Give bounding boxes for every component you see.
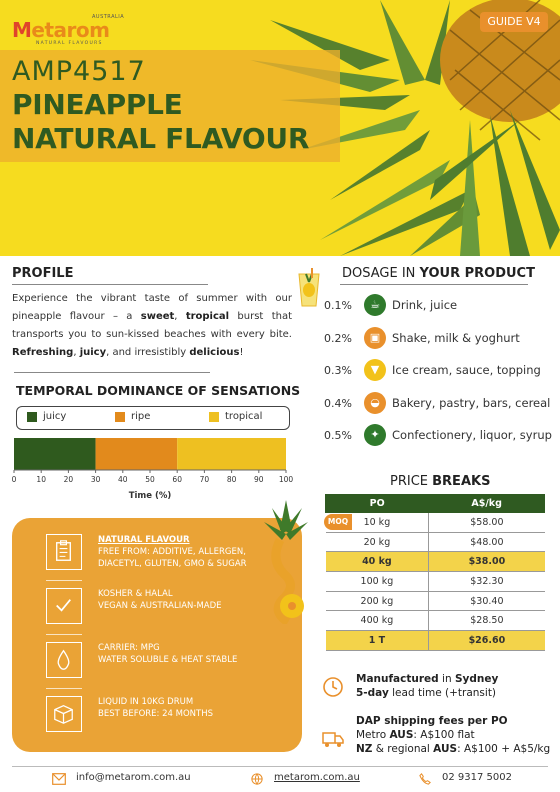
feature-line: DIACETYL, GLUTEN, GMO & SUGAR bbox=[98, 559, 247, 569]
product-name-line1: PINEAPPLE bbox=[12, 88, 183, 121]
profile-bottom-rule bbox=[14, 372, 210, 373]
price-table bbox=[325, 494, 545, 651]
dosage-percent: 0.2% bbox=[324, 331, 352, 345]
dosage-row bbox=[324, 424, 560, 448]
moq-badge: MOQ bbox=[324, 514, 352, 530]
dosage-row bbox=[324, 392, 560, 416]
price-value: $28.50 bbox=[429, 611, 545, 631]
phone-icon bbox=[418, 773, 432, 785]
feature-divider bbox=[46, 580, 82, 581]
legend-swatch-tropical bbox=[209, 412, 219, 422]
legend-swatch-juicy bbox=[27, 412, 37, 422]
price-po: 10 kg bbox=[326, 513, 429, 533]
logo-wordmark: Metarom bbox=[12, 18, 110, 42]
x-tick-label: 60 bbox=[172, 475, 182, 484]
profile-heading: PROFILE bbox=[12, 266, 74, 281]
feature-line: BEST BEFORE: 24 MONTHS bbox=[98, 709, 213, 719]
feature-text bbox=[98, 588, 222, 612]
feature-divider bbox=[46, 688, 82, 689]
price-value: $26.60 bbox=[429, 631, 545, 651]
clock-icon bbox=[322, 676, 344, 698]
juice-cup-illustration bbox=[296, 268, 322, 308]
dosage-label: Drink, juice bbox=[392, 298, 458, 312]
price-value: $30.40 bbox=[429, 591, 545, 611]
footer-rule bbox=[12, 766, 548, 767]
price-value: $32.30 bbox=[429, 572, 545, 592]
x-tick-label: 100 bbox=[278, 475, 294, 484]
ice-cream-icon: ▼ bbox=[364, 359, 386, 381]
dosage-rule bbox=[340, 284, 528, 285]
feature-text bbox=[98, 696, 213, 720]
product-name-line2: NATURAL FLAVOUR bbox=[12, 122, 310, 155]
feature-line: CARRIER: MPG bbox=[98, 643, 160, 653]
price-row bbox=[326, 611, 545, 631]
feature-icon-box bbox=[46, 696, 82, 732]
price-row bbox=[326, 591, 545, 611]
mail-icon bbox=[52, 773, 66, 785]
feature-text bbox=[98, 534, 247, 570]
tds-segment-tropical bbox=[177, 438, 286, 470]
feature-line: NATURAL FLAVOUR bbox=[98, 535, 190, 545]
drop-icon bbox=[47, 643, 80, 676]
price-row bbox=[326, 552, 545, 572]
feature-icon-box bbox=[46, 534, 82, 570]
feature-icon-box bbox=[46, 642, 82, 678]
dosage-label: Ice cream, sauce, topping bbox=[392, 363, 541, 377]
hero-banner bbox=[0, 0, 560, 256]
price-value: $38.00 bbox=[429, 552, 545, 572]
cup-icon: ☕ bbox=[364, 294, 386, 316]
dosage-percent: 0.5% bbox=[324, 429, 352, 442]
logo-country: AUSTRALIA bbox=[92, 14, 125, 20]
dosage-heading: DOSAGE IN YOUR PRODUCT bbox=[342, 266, 535, 281]
x-tick-label: 10 bbox=[36, 475, 46, 484]
dosage-percent: 0.4% bbox=[324, 396, 352, 410]
tds-heading: TEMPORAL DOMINANCE OF SENSATIONS bbox=[16, 383, 301, 398]
x-tick-label: 30 bbox=[90, 475, 101, 484]
x-tick-label: 70 bbox=[199, 475, 210, 484]
feature-text bbox=[98, 642, 237, 666]
col-po: PO bbox=[326, 495, 429, 513]
profile-rule bbox=[12, 284, 208, 285]
col-price: A$/kg bbox=[429, 495, 545, 513]
product-code: AMP4517 bbox=[12, 56, 146, 87]
price-po: 400 kg bbox=[326, 611, 429, 631]
profile-text: Experience the vibrant taste of summer with our pineapple flavour – a sweet, tropical burst that transports you to sun-kissed beaches with every bite. Refreshing, juicy, and irresistibly delicious! bbox=[12, 293, 292, 358]
price-po: 20 kg bbox=[326, 532, 429, 552]
shake-icon: ▣ bbox=[364, 327, 386, 349]
dosage-row bbox=[324, 327, 560, 351]
price-row bbox=[326, 513, 545, 533]
price-po: 100 kg bbox=[326, 572, 429, 592]
globe-icon bbox=[250, 773, 264, 785]
x-tick-label: 50 bbox=[145, 475, 155, 484]
clipboard-icon bbox=[47, 535, 80, 568]
price-value: $58.00 bbox=[429, 513, 545, 533]
price-row bbox=[326, 532, 545, 552]
cupcake-icon: ◒ bbox=[364, 392, 386, 414]
feature-line: LIQUID IN 10KG DRUM bbox=[98, 697, 194, 707]
x-tick-label: 20 bbox=[63, 475, 74, 484]
feature-line: VEGAN & AUSTRALIAN-MADE bbox=[98, 601, 222, 611]
box-icon bbox=[47, 697, 80, 730]
dosage-percent: 0.3% bbox=[324, 364, 352, 377]
x-axis-label: Time (%) bbox=[128, 491, 172, 501]
price-po: 200 kg bbox=[326, 591, 429, 611]
tds-segment-ripe bbox=[96, 438, 178, 470]
price-po: 40 kg bbox=[326, 552, 429, 572]
dosage-label: Bakery, pastry, bars, cereal bbox=[392, 395, 551, 410]
tds-segment-juicy bbox=[14, 438, 96, 470]
logo-tagline: NATURAL FLAVOURS bbox=[36, 41, 103, 46]
price-row bbox=[326, 572, 545, 592]
dosage-percent: 0.1% bbox=[324, 299, 352, 312]
tds-chart bbox=[0, 432, 300, 504]
dosage-row bbox=[324, 294, 560, 318]
dosage-row bbox=[324, 359, 560, 383]
pineapple-bottle-illustration bbox=[262, 500, 310, 624]
tds-legend: juicy ripe tropical bbox=[16, 406, 290, 430]
price-heading: PRICE BREAKS bbox=[390, 474, 491, 489]
dosage-label: Shake, milk & yoghurt bbox=[392, 330, 520, 345]
metarom-logo bbox=[12, 14, 125, 48]
price-header-row bbox=[326, 495, 545, 513]
feature-line: FREE FROM: ADDITIVE, ALLERGEN, bbox=[98, 547, 246, 557]
feature-icon-box bbox=[46, 588, 82, 624]
feature-line: WATER SOLUBLE & HEAT STABLE bbox=[98, 655, 238, 665]
dosage-label: Confectionery, liquor, syrup bbox=[392, 428, 552, 442]
legend-swatch-ripe bbox=[115, 412, 125, 422]
check-icon bbox=[47, 589, 80, 622]
price-value: $48.00 bbox=[429, 532, 545, 552]
x-tick-label: 0 bbox=[11, 475, 17, 484]
feature-line: KOSHER & HALAL bbox=[98, 589, 173, 599]
guide-version-badge: GUIDE V4 bbox=[480, 12, 548, 32]
feature-divider bbox=[46, 634, 82, 635]
x-tick-label: 40 bbox=[118, 475, 128, 484]
x-tick-label: 80 bbox=[226, 475, 237, 484]
price-row bbox=[326, 631, 545, 651]
truck-icon bbox=[322, 728, 344, 750]
price-po: 1 T bbox=[326, 631, 429, 651]
candy-icon: ✦ bbox=[364, 424, 386, 446]
x-tick-label: 90 bbox=[254, 475, 264, 484]
